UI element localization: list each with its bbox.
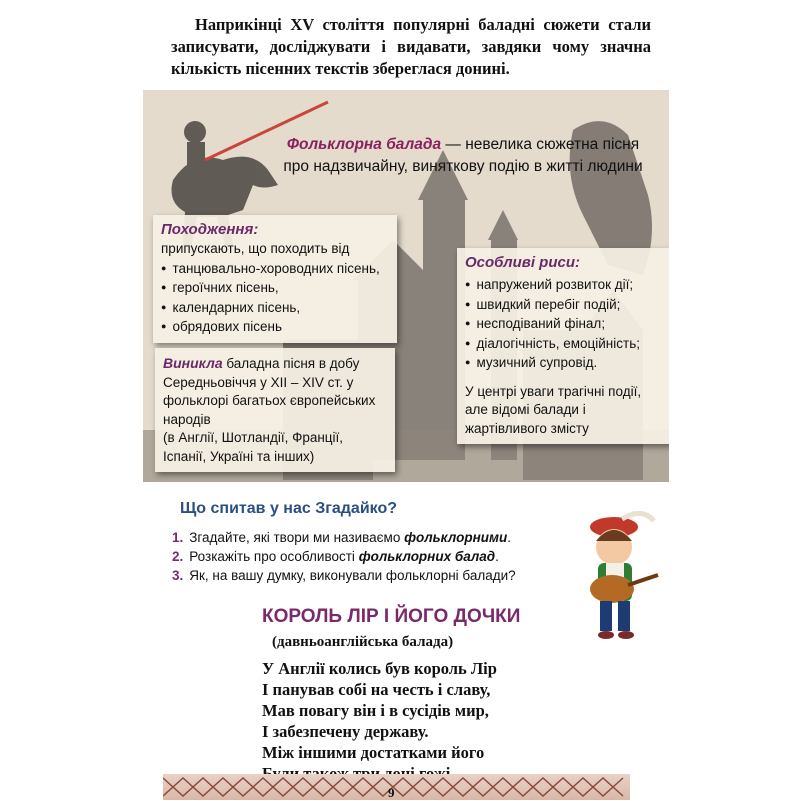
questions-title: Що спитав у нас Згадайко?	[180, 500, 398, 517]
emerged-heading: Виникла	[163, 355, 223, 371]
page-number: 9	[388, 785, 395, 800]
origin-lead: припускають, що походить від	[161, 241, 350, 256]
footer-ornament	[163, 774, 630, 800]
feature-item: ● напружений розвиток дії;	[465, 275, 663, 295]
poem-line: І забезпечену державу.	[262, 722, 429, 741]
features-list	[465, 275, 663, 373]
feature-item: ● діалогічність, емоційність;	[465, 334, 663, 354]
question-item: 2. Розкажіть про особливості фольклорних балад.	[172, 549, 499, 564]
questions-list	[172, 528, 516, 585]
feature-item: ● музичний супровід.	[465, 353, 663, 373]
emerged-countries: (в Англії, Шотландії, Франції, Іспанії, Україні та інших)	[163, 430, 344, 464]
poem-lines	[262, 658, 497, 784]
illustration-panel	[143, 90, 669, 482]
poem-line: Мав повагу він і в сусідів мир,	[262, 701, 489, 720]
origin-item: ● танцювально-хороводних пісень,	[161, 259, 389, 279]
poem-line: І панував собі на честь і славу,	[262, 680, 491, 699]
feature-item: ● несподіваний фінал;	[465, 314, 663, 334]
intro-paragraph: Наприкінці XV століття популярні баладні сюжети стали записувати, досліджувати і видавати, завдяки чому значна кількість пісенних текстів збереглася донині.	[171, 15, 651, 78]
poem-line: Між іншими достатками його	[262, 743, 485, 762]
origin-heading: Походження:	[161, 221, 259, 238]
origin-item: ● героїчних пісень,	[161, 278, 389, 298]
poem-subtitle: (давньоанглійська балада)	[272, 634, 454, 650]
features-note: У центрі уваги трагічні події, але відомі балади і жартівливого змісту	[465, 383, 642, 436]
poem-title: КОРОЛЬ ЛІР І ЙОГО ДОЧКИ	[262, 606, 521, 627]
feature-item: ● швидкий перебіг подій;	[465, 295, 663, 315]
trellis-ornament-icon	[163, 774, 630, 800]
features-card	[457, 248, 669, 444]
definition-term: Фольклорна балада	[286, 136, 442, 153]
emerged-card	[155, 348, 395, 472]
poem-line: У Англії колись був король Лір	[262, 659, 497, 678]
minstrel-icon	[570, 505, 662, 645]
definition-text: — невелика сюжетна пісня про надзвичайну, виняткову подію в житті людини	[283, 136, 643, 175]
origin-item: ● обрядових пісень	[161, 317, 389, 337]
origin-item: ● календарних пісень,	[161, 298, 389, 318]
origin-card	[153, 215, 397, 343]
question-item: 1. Згадайте, які твори ми називаємо фольклорними.	[172, 530, 511, 545]
ballad-definition	[273, 134, 653, 178]
features-heading: Особливі риси:	[465, 254, 580, 271]
origin-list	[161, 259, 389, 337]
emerged-text: баладна пісня в добу Середньовіччя у XII – XIV ст. у фольклорі багатьох європейських народів	[163, 356, 376, 427]
question-item: 3. Як, на вашу думку, виконували фольклорні балади?	[172, 568, 516, 583]
